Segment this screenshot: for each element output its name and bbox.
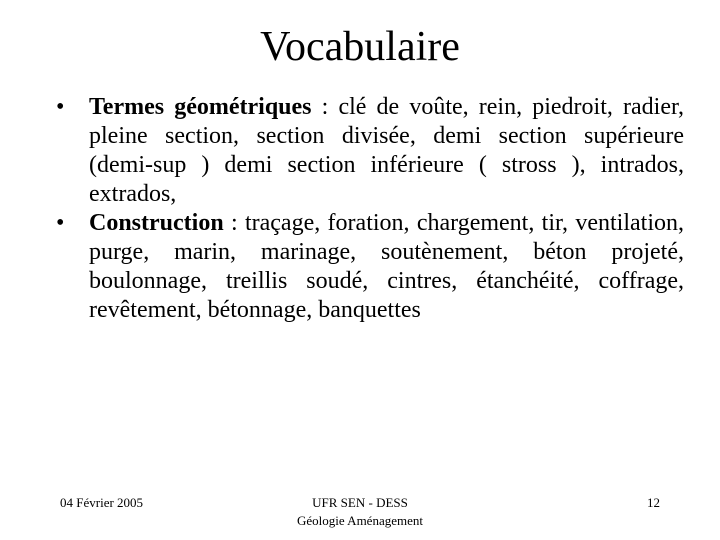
footer-date: 04 Février 2005 bbox=[60, 495, 144, 510]
bullet-text: : clé de voûte, rein, piedroit, radier, pleine section, section divisée, demi section supérieure (demi-sup ) demi section inférieure ( stross ), intrados, extrados, bbox=[89, 94, 685, 207]
bullet-term: Construction bbox=[89, 210, 224, 236]
page-number: 12 bbox=[647, 495, 660, 510]
footer-center bbox=[240, 494, 480, 530]
bullet-item-construction bbox=[56, 209, 684, 325]
footer-center-line2: Géologie Aménagement bbox=[297, 513, 423, 528]
bullet-marker: • bbox=[56, 94, 65, 120]
bullet-marker: • bbox=[56, 210, 65, 236]
slide-title: Vocabulaire bbox=[260, 24, 460, 70]
bullet-list bbox=[56, 93, 684, 325]
bullet-text: : traçage, foration, chargement, tir, ventilation, purge, marin, marinage, soutènement, béton projeté, boulonnage, treillis soudé, cintres, étanchéité, coffrage, revêtement, bétonnage, banquettes bbox=[89, 210, 684, 323]
bullet-term: Termes géométriques bbox=[89, 94, 312, 120]
footer-center-line1: UFR SEN - DESS bbox=[312, 495, 408, 510]
bullet-item-geometric-terms bbox=[56, 93, 684, 209]
